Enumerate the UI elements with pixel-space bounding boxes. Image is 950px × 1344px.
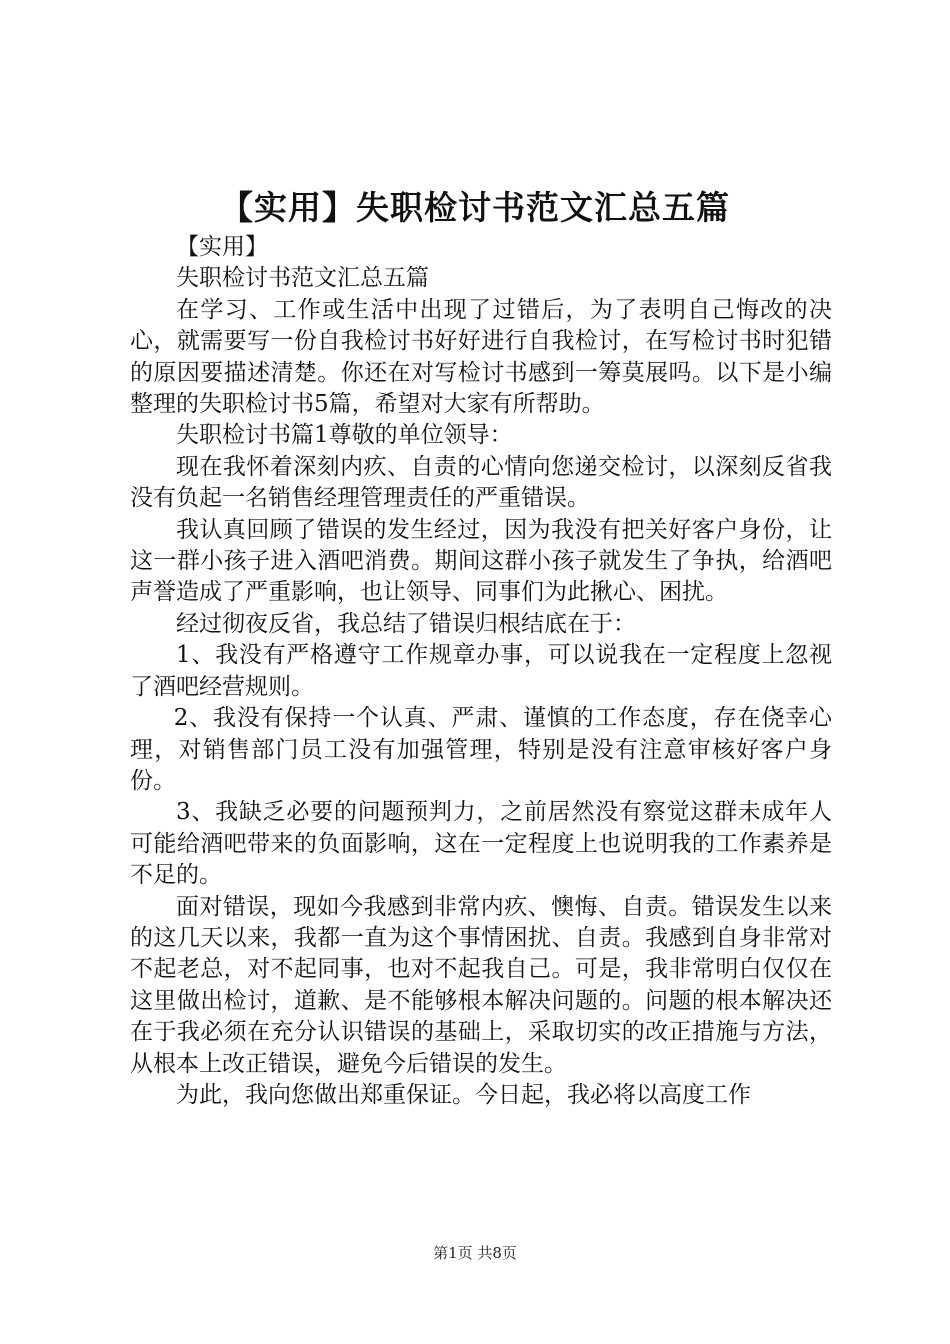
- page-footer: 第1页 共8页: [433, 1244, 517, 1262]
- paragraph-point-3: 3、我缺乏必要的问题预判力，之前居然没有察觉这群未成年人可能给酒吧带来的负面影响，这在一定程度上也说明我的工作素养是不足的。: [130, 799, 832, 889]
- paragraph-tag: 【实用】: [176, 234, 268, 260]
- paragraph-letter-heading: 失职检讨书篇1尊敬的单位领导：: [176, 422, 513, 449]
- paragraph-review: 我认真回顾了错误的发生经过，因为我没有把关好客户身份，让这一群小孩子进入酒吧消费。期间这群小孩子就发生了争执，给酒吧声誉造成了严重影响，也让领导、同事们为此揪心、困扰。: [130, 516, 832, 606]
- paragraph-pledge: 为此，我向您做出郑重保证。今日起，我必将以高度工作: [176, 1081, 751, 1108]
- paragraph-confession: 现在我怀着深刻内疚、自责的心情向您递交检讨，以深刻反省我没有负起一名销售经理管理责任的严重错误。: [130, 453, 832, 512]
- paragraph-summary-intro: 经过彻夜反省，我总结了错误归根结底在于：: [176, 610, 636, 637]
- paragraph-point-1: 1、我没有严格遵守工作规章办事，可以说我在一定程度上忽视了酒吧经营规则。: [130, 642, 832, 700]
- paragraph-intro: 在学习、工作或生活中出现了过错后，为了表明自己悔改的决心，就需要写一份自我检讨书好好进行自我检讨，在写检讨书时犯错的原因要描述清楚。你还在对写检讨书感到一筹莫展吗。以下是小编整理的失职检讨书5篇，希望对大家有所帮助。: [130, 296, 832, 418]
- paragraph-subtitle: 失职检讨书范文汇总五篇: [176, 265, 429, 292]
- paragraph-reflection: 面对错误，现如今我感到非常内疚、懊悔、自责。错误发生以来的这几天以来，我都一直为这个事情困扰、自责。我感到自身非常对不起老总，对不起同事，也对不起我自己。可是，我非常明白仅仅在这里做出检讨，道歉、是不能够根本解决问题的。问题的根本解决还在于我必须在充分认识错误的基础上，采取切实的改正措施与方法，从根本上改正错误，避免今后错误的发生。: [130, 893, 832, 1077]
- document-body: [130, 232, 832, 1111]
- paragraph-point-2: 2、我没有保持一个认真、严肃、谨慎的工作态度，存在侥幸心理，对销售部门员工没有加强管理，特别是没有注意审核好客户身份。: [130, 705, 832, 794]
- document-title: 【实用】失职检讨书范文汇总五篇: [220, 188, 730, 227]
